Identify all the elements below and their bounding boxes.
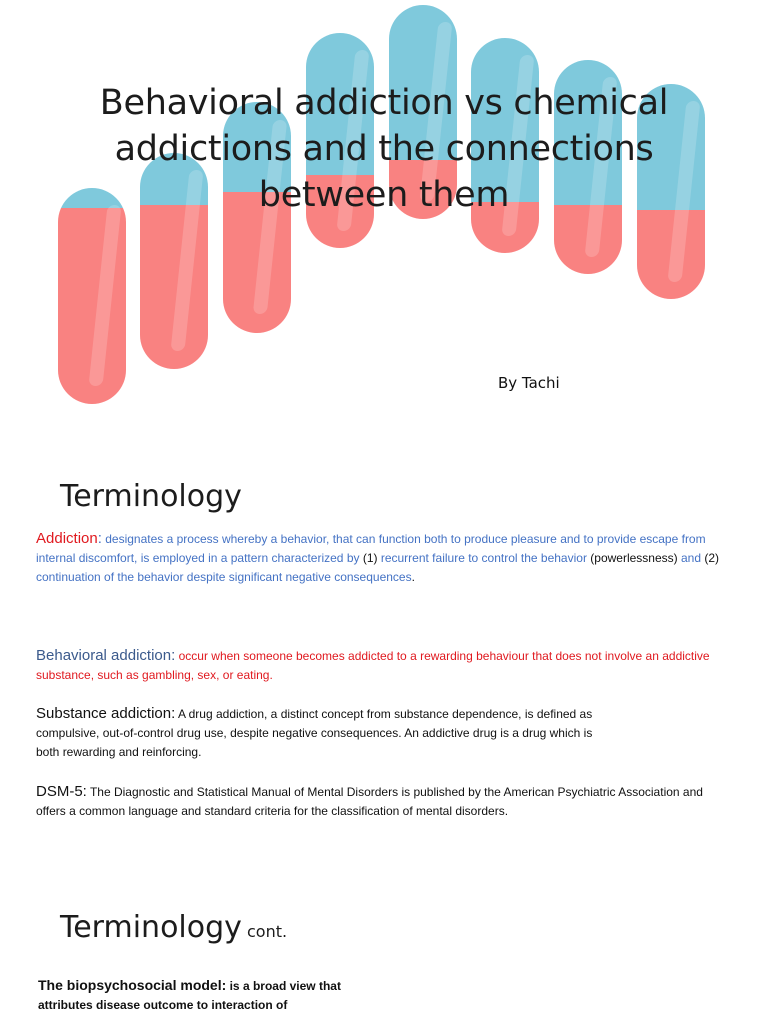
title-slide — [0, 0, 768, 440]
biopsychosocial-definition: The biopsychosocial model: is a broad view that attributes disease outcome to interaction of — [38, 977, 341, 1012]
dsm5-term: DSM-5 — [36, 783, 83, 800]
slide-heading: Terminology — [60, 479, 242, 514]
terminology-cont-slide — [0, 890, 768, 1024]
biopsychosocial-term: The biopsychosocial model — [38, 977, 222, 993]
dsm5-definition: DSM-5: The Diagnostic and Statistical Manual of Mental Disorders is published by the American Psychiatric Association and offers a common language and standard criteria for the classification of mental disorders. — [36, 783, 703, 818]
addiction-term: Addiction — [36, 530, 98, 547]
behavioral-addiction-term: Behavioral addiction — [36, 647, 172, 664]
pill-shape — [58, 188, 126, 404]
terminology-slide — [0, 445, 768, 885]
substance-addiction-definition: Substance addiction: A drug addiction, a distinct concept from substance dependence, is defined as compulsive, out-of-control drug use, despite negative consequences. An addictive drug is a drug which is both rewarding and reinforcing. — [36, 705, 593, 759]
slide-heading: Terminology cont. — [60, 910, 288, 945]
slide-title: Behavioral addiction vs chemical addictions and the connections between them — [99, 83, 669, 215]
addiction-definition: Addiction: designates a process whereby a behavior, that can function both to produce pleasure and to provide escape from internal discomfort, is employed in a pattern characterized by (1) recurrent failure to control the behavior (powerlessness) and (2) continuation of the behavior despite significant negative consequences. — [36, 530, 720, 584]
behavioral-addiction-definition: Behavioral addiction: occur when someone becomes addicted to a rewarding behaviour that does not involve an addictive substance, such as gambling, sex, or eating. — [36, 647, 710, 682]
substance-addiction-term: Substance addiction — [36, 705, 172, 722]
author-line: By Tachi — [498, 374, 560, 392]
